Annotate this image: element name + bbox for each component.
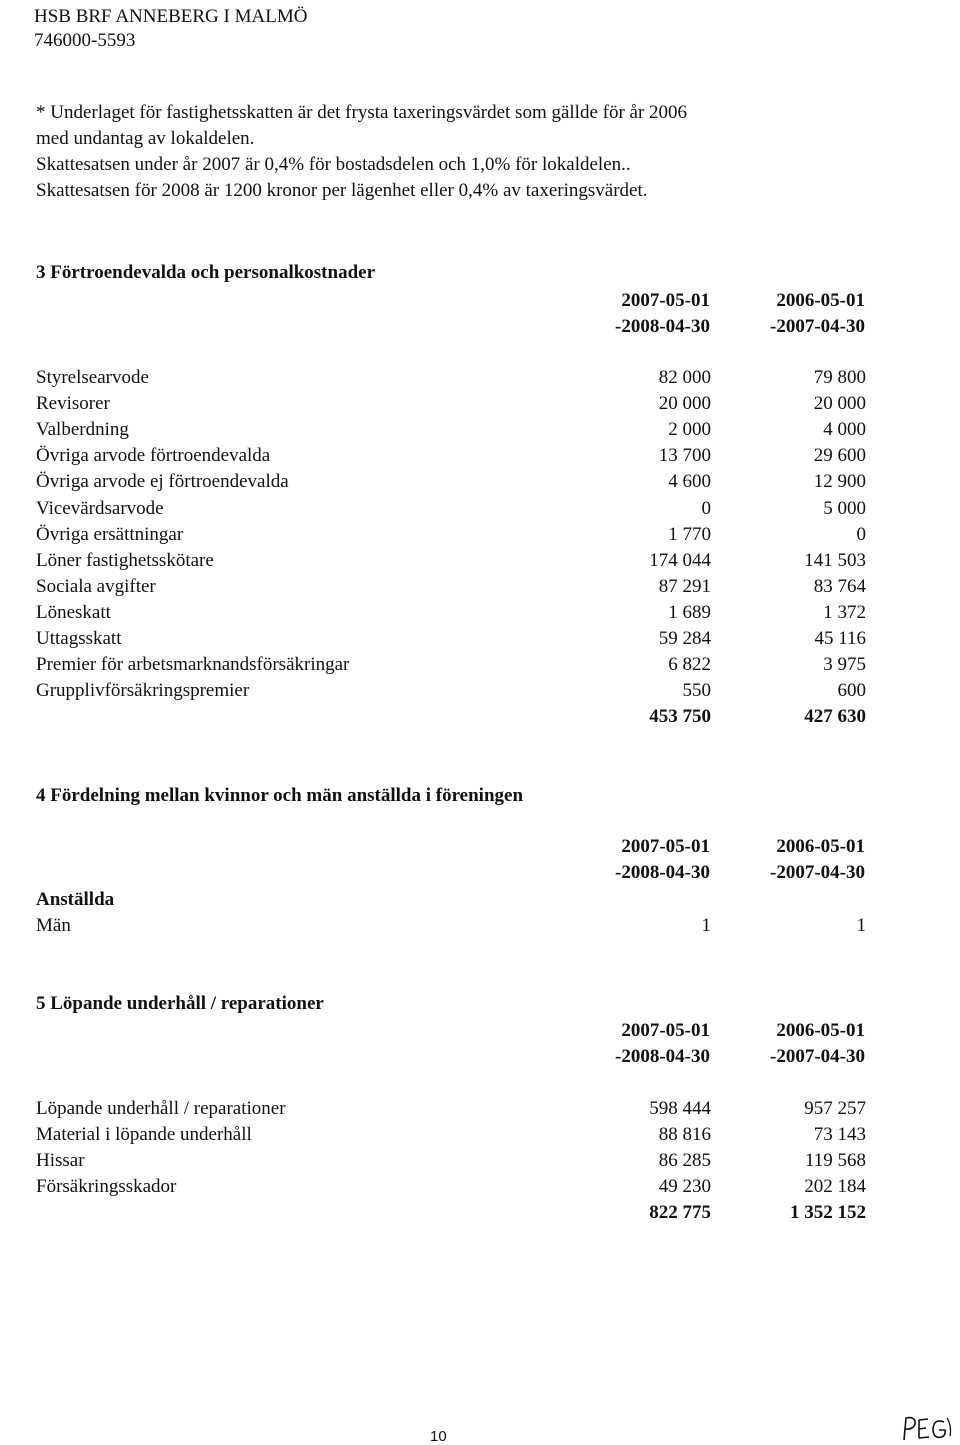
table-row: [36, 652, 866, 678]
current-period-value: 4 600: [668, 471, 711, 493]
previous-period-value: 119 568: [804, 1150, 866, 1172]
note-line: Skattesatsen under år 2007 är 0,4% för bostadsdelen och 1,0% för lokaldelen..: [36, 154, 631, 175]
previous-period-value: 79 800: [813, 367, 866, 388]
current-period-value: 2 000: [668, 419, 711, 441]
previous-period-value: 1: [856, 915, 866, 936]
current-period-value: 1 689: [668, 601, 711, 623]
page-number: 10: [430, 1428, 447, 1445]
row-label: Revisorer: [36, 393, 110, 415]
row-label: Löneskatt: [36, 601, 111, 623]
row-label: Sociala avgifter: [36, 575, 156, 597]
table-row: [36, 574, 866, 600]
previous-period-value: 600: [837, 680, 866, 702]
section-4-subheading-row: [36, 887, 866, 913]
current-period-value: 82 000: [658, 367, 711, 388]
previous-period-value: 3 975: [823, 654, 866, 676]
current-period-value: 1: [701, 915, 711, 936]
current-period-value: 0: [701, 497, 711, 519]
row-label: Valberdning: [36, 419, 129, 441]
previous-period-value: 45 116: [814, 628, 866, 649]
period-current-header: [615, 1018, 710, 1070]
row-label: Material i löpande underhåll: [36, 1124, 252, 1146]
current-period-value: 86 285: [658, 1150, 711, 1172]
current-period-value: 598 444: [649, 1098, 711, 1119]
previous-period-value: 0: [856, 523, 866, 545]
row-label: Uttagsskatt: [36, 628, 122, 649]
total-current-value: 453 750: [649, 706, 711, 727]
current-period-value: 174 044: [649, 549, 711, 571]
table-row: [36, 391, 866, 417]
period-current-header: [615, 834, 710, 886]
row-label: Premier för arbetsmarknandsförsäkringar: [36, 654, 350, 676]
row-label: Grupplivförsäkringspremier: [36, 680, 250, 702]
tax-note: [36, 100, 916, 204]
row-label: Försäkringsskador: [36, 1176, 177, 1198]
row-label: Övriga ersättningar: [36, 523, 184, 545]
previous-period-value: 141 503: [804, 549, 866, 571]
note-line: * Underlaget för fastighetsskatten är det frysta taxeringsvärdet som gällde för år 2006: [36, 102, 688, 123]
table-row: [36, 469, 866, 495]
table-row: [36, 417, 866, 443]
period-previous-start: 2006-05-01: [776, 290, 865, 311]
current-period-value: 20 000: [658, 393, 711, 415]
organization-name: HSB BRF ANNEBERG I MALMÖ: [34, 6, 308, 27]
previous-period-value: 202 184: [804, 1176, 866, 1198]
handwritten-initials-signature: [900, 1412, 958, 1444]
previous-period-value: 4 000: [823, 419, 866, 441]
period-previous-end: -2007-04-30: [770, 1046, 865, 1067]
total-current-value: 822 775: [649, 1202, 711, 1223]
period-previous-start: 2006-05-01: [776, 1020, 865, 1041]
current-period-value: 49 230: [658, 1176, 711, 1198]
period-previous-end: -2007-04-30: [770, 316, 865, 337]
row-label: Män: [36, 915, 71, 936]
previous-period-value: 1 372: [823, 601, 866, 623]
previous-period-value: 73 143: [813, 1124, 866, 1146]
total-row: [36, 704, 866, 730]
table-row: [36, 1148, 866, 1174]
row-label: Övriga arvode förtroendevalda: [36, 445, 271, 467]
previous-period-value: 5 000: [823, 497, 866, 519]
previous-period-value: 957 257: [804, 1098, 866, 1119]
section-5-title: 5 Löpande underhåll / reparationer: [36, 993, 324, 1014]
row-label: Löner fastighetsskötare: [36, 549, 214, 571]
note-line: med undantag av lokaldelen.: [36, 128, 255, 149]
previous-period-value: 12 900: [813, 471, 866, 493]
period-previous-header: [770, 288, 865, 340]
period-current-end: -2008-04-30: [615, 316, 710, 337]
row-label: Löpande underhåll / reparationer: [36, 1098, 286, 1119]
total-row: [36, 1200, 866, 1226]
table-row: [36, 1174, 866, 1200]
current-period-value: 13 700: [658, 445, 711, 467]
current-period-value: 88 816: [658, 1124, 711, 1146]
table-row: [36, 548, 866, 574]
employees-subheading: Anställda: [36, 889, 115, 910]
table-row: [36, 1096, 866, 1122]
current-period-value: 550: [682, 680, 711, 702]
current-period-value: 59 284: [658, 628, 711, 649]
period-current-start: 2007-05-01: [621, 290, 710, 311]
current-period-value: 87 291: [658, 575, 711, 597]
table-row: [36, 365, 866, 391]
table-row: [36, 913, 866, 939]
table-row: [36, 626, 866, 652]
total-previous-value: 1 352 152: [790, 1202, 866, 1223]
period-previous-header: [770, 834, 865, 886]
period-current-end: -2008-04-30: [615, 862, 710, 883]
period-current-end: -2008-04-30: [615, 1046, 710, 1067]
section-3-title: 3 Förtroendevalda och personalkostnader: [36, 262, 376, 283]
current-period-value: 1 770: [668, 523, 711, 545]
section-4-title: 4 Fördelning mellan kvinnor och män anställda i föreningen: [36, 785, 524, 806]
table-row: [36, 1122, 866, 1148]
previous-period-value: 29 600: [813, 445, 866, 467]
row-label: Styrelsearvode: [36, 367, 149, 388]
total-previous-value: 427 630: [804, 706, 866, 727]
note-line: Skattesatsen för 2008 är 1200 kronor per lägenhet eller 0,4% av taxeringsvärdet.: [36, 180, 648, 201]
period-previous-start: 2006-05-01: [776, 836, 865, 857]
table-row: [36, 522, 866, 548]
row-label: Övriga arvode ej förtroendevalda: [36, 471, 289, 493]
previous-period-value: 20 000: [813, 393, 866, 415]
table-row: [36, 600, 866, 626]
table-row: [36, 678, 866, 704]
row-label: Hissar: [36, 1150, 85, 1172]
period-current-header: [615, 288, 710, 340]
previous-period-value: 83 764: [813, 575, 866, 597]
organization-number: 746000-5593: [34, 30, 136, 51]
table-row: [36, 443, 866, 469]
period-current-start: 2007-05-01: [621, 1020, 710, 1041]
current-period-value: 6 822: [668, 654, 711, 676]
period-previous-end: -2007-04-30: [770, 862, 865, 883]
period-previous-header: [770, 1018, 865, 1070]
row-label: Vicevärdsarvode: [36, 497, 164, 519]
table-row: [36, 496, 866, 522]
period-current-start: 2007-05-01: [621, 836, 710, 857]
